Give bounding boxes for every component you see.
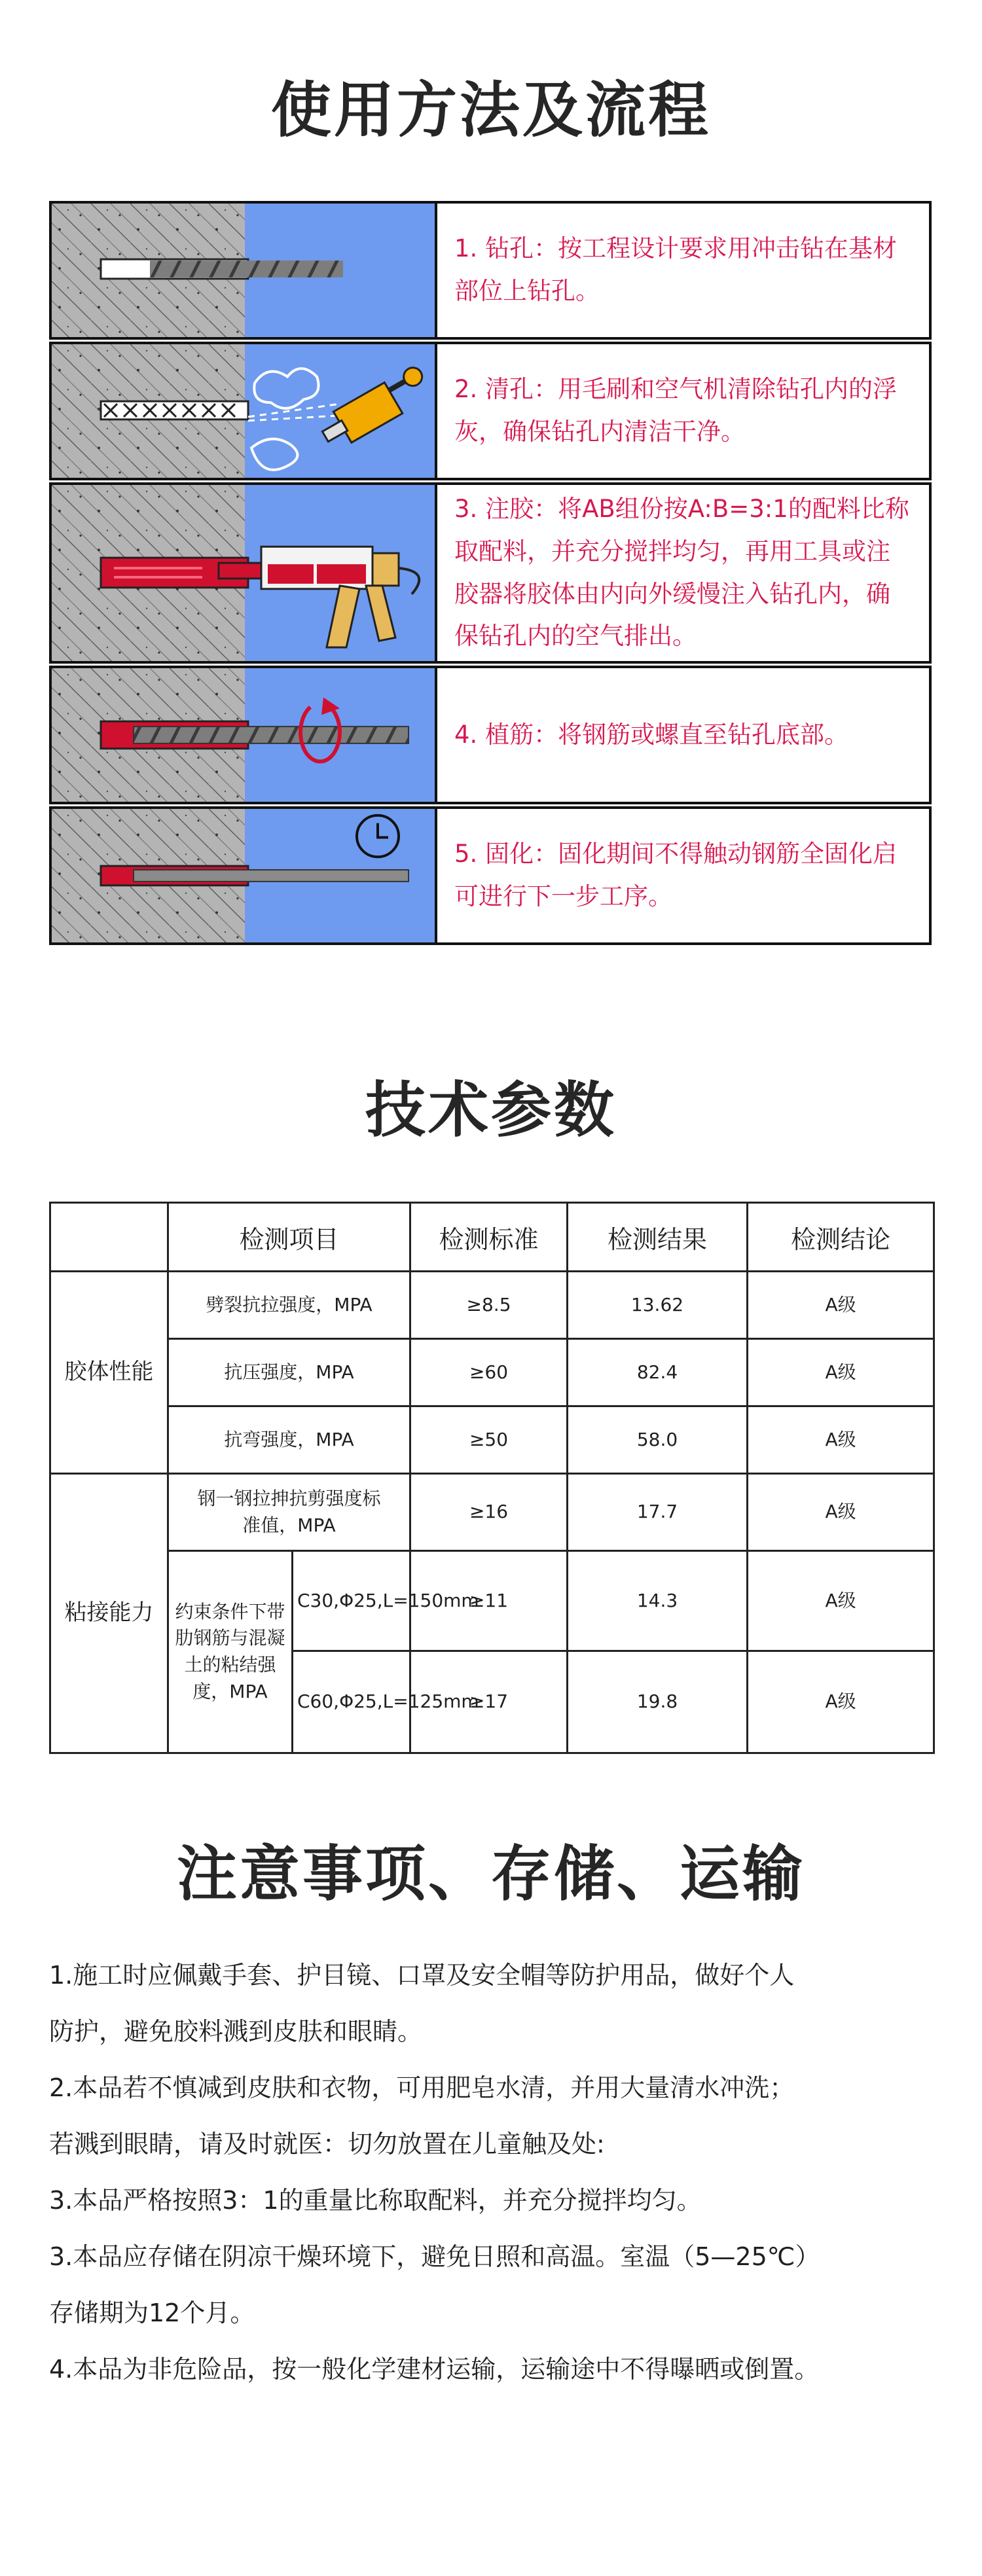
- cell-standard: ≥60: [410, 1339, 568, 1406]
- table-row: [50, 1406, 934, 1474]
- cell-condition: C60,Φ25,L=125mm: [293, 1651, 410, 1753]
- note-line: 防护，避免胶料溅到皮肤和眼睛。: [49, 2017, 423, 2046]
- step-2: [49, 342, 932, 480]
- header-standard: 检测标准: [410, 1203, 568, 1272]
- table-row: [50, 1272, 934, 1339]
- cell-item: 劈裂抗拉强度，MPA: [168, 1272, 410, 1339]
- header-empty: [50, 1203, 168, 1272]
- cell-grade: A级: [748, 1551, 934, 1651]
- notes-list: [49, 1947, 953, 2397]
- cell-grade: A级: [748, 1272, 934, 1339]
- cell-standard: ≥8.5: [410, 1272, 568, 1339]
- cell-result: 19.8: [568, 1651, 748, 1753]
- cell-result: 13.62: [568, 1272, 748, 1339]
- note-line: 存储期为12个月。: [49, 2299, 255, 2327]
- step-5: [49, 806, 932, 945]
- step-4-text: 4. 植筋：将钢筋或螺直至钻孔底部。: [454, 720, 849, 749]
- cell-grade: A级: [748, 1339, 934, 1406]
- step-5-illustration: [52, 809, 437, 942]
- cell-grade: A级: [748, 1474, 934, 1551]
- step-3-text: 3. 注胶：将AB组份按A:B=3:1的配料比称取配料，并充分搅拌均匀，再用工具或注胶器将胶体由内向外缓慢注入钻孔内，确保钻孔内的空气排出。: [454, 495, 909, 651]
- note-line: 3.本品严格按照3：1的重量比称取配料，并充分搅拌均匀。: [49, 2186, 702, 2215]
- cell-item: 钢一钢拉抻抗剪强度标准值，MPA: [168, 1474, 410, 1551]
- header-result: 检测结果: [568, 1203, 748, 1272]
- table-row: [50, 1474, 934, 1551]
- notes-title: 注意事项、存储、运输: [176, 1839, 805, 1909]
- cell-standard: ≥17: [410, 1651, 568, 1753]
- cell-grade: A级: [748, 1406, 934, 1474]
- table-row: [50, 1551, 934, 1651]
- cell-condition: C30,Φ25,L=150mm: [293, 1551, 410, 1651]
- step-1-illustration: [52, 204, 437, 337]
- cell-item: 抗弯强度，MPA: [168, 1406, 410, 1474]
- cell-result: 82.4: [568, 1339, 748, 1406]
- step-1: [49, 201, 932, 340]
- step-3-illustration: [52, 485, 437, 661]
- rebar-icon: [134, 726, 409, 743]
- header-conclusion: 检测结论: [748, 1203, 934, 1272]
- cell-standard: ≥16: [410, 1474, 568, 1551]
- step-2-text: 2. 清孔：用毛刷和空气机清除钻孔内的浮灰，确保钻孔内清洁干净。: [454, 375, 898, 446]
- step-4-illustration: [52, 668, 437, 802]
- step-5-text: 5. 固化：固化期间不得触动钢筋全固化启可进行下一步工序。: [454, 840, 898, 910]
- note-line: 若溅到眼睛，请及时就医：切勿放置在儿童触及处:: [49, 2130, 605, 2158]
- step-2-illustration: [52, 344, 437, 478]
- drill-bit-icon: [150, 260, 343, 277]
- cell-standard: ≥11: [410, 1551, 568, 1651]
- note-line: 4.本品为非危险品，按一般化学建材运输，运输途中不得曝晒或倒置。: [49, 2355, 820, 2384]
- clock-icon: [357, 815, 399, 857]
- table-row: [50, 1339, 934, 1406]
- rebar-icon: [134, 870, 409, 882]
- specs-table: [49, 1202, 935, 1754]
- group-label: 胶体性能: [50, 1272, 168, 1474]
- cell-bond-item: 约束条件下带肋钢筋与混凝土的粘结强度，MPA: [168, 1551, 293, 1753]
- cell-result: 14.3: [568, 1551, 748, 1651]
- cell-standard: ≥50: [410, 1406, 568, 1474]
- step-3: [49, 482, 932, 664]
- specs-title: 技术参数: [365, 1075, 617, 1145]
- cell-result: 17.7: [568, 1474, 748, 1551]
- usage-title: 使用方法及流程: [270, 75, 711, 145]
- note-line: 1.施工时应佩戴手套、护目镜、口罩及安全帽等防护用品，做好个人: [49, 1961, 795, 1990]
- step-4: [49, 666, 932, 804]
- table-header-row: [50, 1203, 934, 1272]
- step-1-text: 1. 钻孔：按工程设计要求用冲击钻在基材部位上钻孔。: [454, 234, 898, 305]
- note-line: 3.本品应存储在阴凉干燥环境下，避免日照和高温。室温（5—25℃）: [49, 2242, 820, 2271]
- cell-item: 抗压强度，MPA: [168, 1339, 410, 1406]
- header-item: 检测项目: [168, 1203, 410, 1272]
- cell-result: 58.0: [568, 1406, 748, 1474]
- group-label: 粘接能力: [50, 1474, 168, 1753]
- cell-grade: A级: [748, 1651, 934, 1753]
- note-line: 2.本品若不慎减到皮肤和衣物，可用肥皂水清，并用大量清水冲洗；: [49, 2073, 795, 2102]
